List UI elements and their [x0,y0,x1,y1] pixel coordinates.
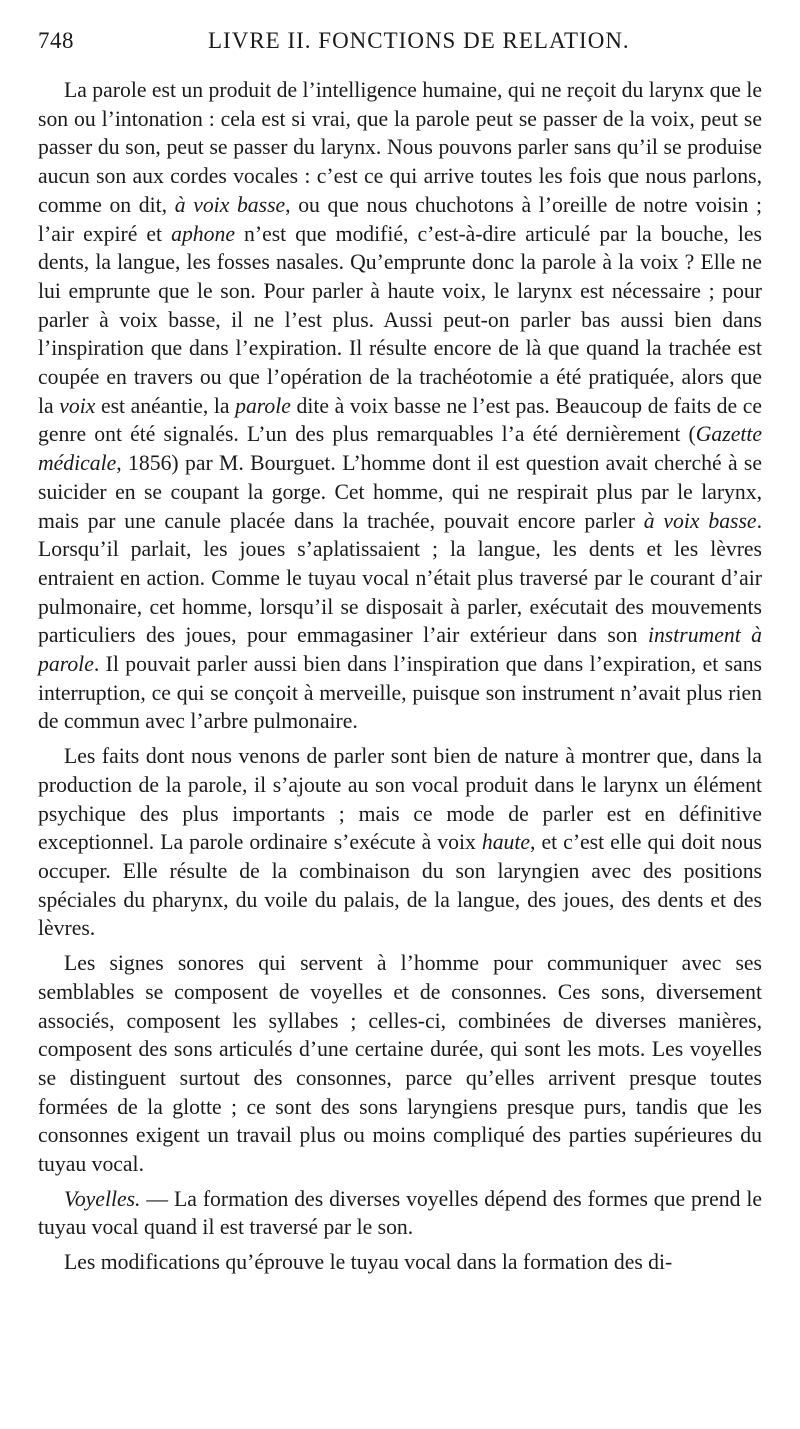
italic-text: voix [59,393,96,418]
paragraph [38,1248,762,1277]
text-run: Les faits dont nous venons de parler sont bien de nature à montrer que, dans la production de la parole, il s’ajoute au son vocal produit dans le larynx un élément psychique des plus importants ; mais ce mode de parler est en définitive exceptionnel. La parole ordinaire s’exécute à voix [38,744,762,855]
paragraph [38,949,762,1179]
text-run: , ou que nous chuchotons à l’oreille de notre voisin ; l’air expiré et [38,192,762,246]
text-run: , et c’est elle qui doit nous occuper. Elle résulte de la combinaison du son laryngien avec des positions spéciales du pharynx, du voile du palais, de la langue, des joues, des dents et des lèvres. [38,830,762,941]
text-run: Les modifications qu’éprouve le tuyau vocal dans la formation des di- [64,1250,673,1275]
text-run: — La formation des diverses voyelles dépend des formes que prend le tuyau vocal quand il est traversé par le son. [38,1186,762,1240]
italic-text: aphone [171,221,235,246]
text-run: est anéantie, la [95,393,236,418]
italic-text: instrument à parole [38,623,762,677]
page-header [38,28,762,62]
italic-text: à voix basse [643,508,757,533]
text-run: . Lorsqu’il parlait, les joues s’aplatissaient ; la langue, les dents et les lèvres entraient en action. Comme le tuyau vocal n’était plus traversé par le courant d’air pulmonaire, cet homme, lorsqu’il se disposait à parler, exécutait des mouvements particuliers des joues, pour emmagasiner l’air extérieur dans son [38,508,762,648]
italic-text: haute [481,830,531,855]
italic-text: Voyelles. [64,1186,141,1211]
text-run: n’est que modifié, c’est-à-dire articulé par la bouche, les dents, la langue, les fosses nasales. Qu’emprunte donc la parole à la voix ? Elle ne lui emprunte que le son. Pour parler à haute voix, le larynx est nécessaire ; pour parler à voix basse, il ne l’est plus. Aussi peut-on parler bas aussi bien dans l’inspiration que dans l’expiration. Il résulte encore de là que quand la trachée est coupée en travers ou que l’opération de la trachéotomie a été pratiquée, alors que la [38,221,762,418]
text-run: La parole est un produit de l’intelligence humaine, qui ne reçoit du larynx que le son ou l’intonation : cela est si vrai, que la parole peut se passer de la voix, peut se passer du son, peut se passer du larynx. Nous pouvons parler sans qu’il se produise aucun son aux cordes vocales : c’est ce qui arrive toutes les fois que nous parlons, comme on dit, [38,78,762,217]
text-run: , 1856) par M. Bourguet. L’homme dont il est question avait cherché à se suicider en se coupant la gorge. Cet homme, qui ne respirait plus par le larynx, mais par une canule placée dans la trachée, pouvait encore parler [38,451,762,533]
page-number: 748 [38,28,74,53]
running-title: LIVRE II. FONCTIONS DE RELATION. [208,28,630,53]
paragraph [38,76,762,736]
text-run: dite à voix basse ne l’est pas. Beaucoup de faits de ce genre ont été signalés. L’un des plus remarquables l’a été dernièrement ( [38,393,762,447]
italic-text: à voix basse [174,192,286,217]
italic-text: parole [235,393,291,418]
text-run: . Il pouvait parler aussi bien dans l’inspiration que dans l’expiration, et sans interruption, ce qui se conçoit à merveille, puisque son instrument n’avait plus rien de commun avec l’arbre pulmonaire. [38,652,762,734]
italic-text: Gazette médicale [38,422,762,476]
paragraph [38,1185,762,1242]
text-run: Les signes sonores qui servent à l’homme pour communiquer avec ses semblables se composent de voyelles et de consonnes. Ces sons, diversement associés, composent les syllabes ; celles-ci, combinées de diverses manières, composent des sons articulés d’une certaine durée, qui sont les mots. Les voyelles se distinguent surtout des consonnes, parce qu’elles arrivent presque toutes formées de la glotte ; ce sont des sons laryngiens presque purs, tandis que les consonnes exigent un travail plus ou moins compliqué des parties supérieures du tuyau vocal. [38,951,762,1177]
paragraph [38,742,762,943]
body-text [38,76,762,1277]
